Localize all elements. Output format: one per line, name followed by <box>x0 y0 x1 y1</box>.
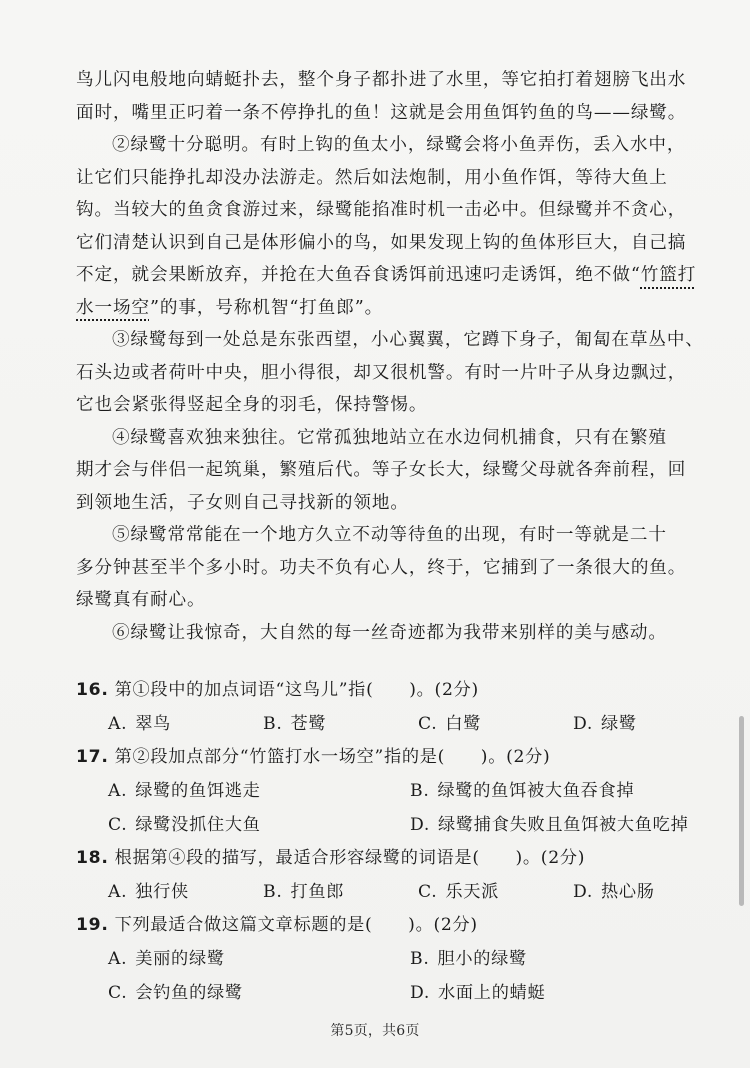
option-letter: C. <box>418 882 438 902</box>
option-a[interactable] <box>76 875 231 909</box>
option-c[interactable] <box>76 976 378 1010</box>
question-title <box>76 841 696 875</box>
option-letter: A. <box>108 714 128 734</box>
option-letter: D. <box>573 714 594 734</box>
question-options <box>76 808 696 842</box>
paragraph-2-line: ②绿鹭十分聪明。有时上钩的鱼太小，绿鹭会将小鱼弄伤，丢入水中， <box>112 135 686 155</box>
option-c[interactable] <box>76 808 378 842</box>
paragraph-6-line: ⑥绿鹭让我惊奇，大自然的每一丝奇迹都为我带来别样的美与感动。 <box>112 622 667 643</box>
question-text: 下列最适合做这篇文章标题的是( )。(2分) <box>114 915 478 935</box>
question-title <box>76 673 696 707</box>
question-options <box>76 942 696 976</box>
paragraph-2-line: 让它们只能挣扎却没办法游走。然后如法炮制，用小鱼作饵，等待大鱼上 <box>76 167 668 188</box>
question-text: 第①段中的加点词语“这鸟儿”指( )。(2分) <box>114 680 479 700</box>
paragraph-2-text: 不定，就会果断放弃，并抢在大鱼吞食诱饵前迅速叼走诱饵，绝不做“ <box>76 265 641 285</box>
option-b[interactable] <box>231 707 386 741</box>
option-text: 白鹭 <box>445 714 482 734</box>
paragraph-4-line: 到领地生活，子女则自己寻找新的领地。 <box>76 492 409 513</box>
option-d[interactable] <box>378 808 689 842</box>
option-text: 苍鹭 <box>290 714 327 734</box>
question-16 <box>76 673 696 741</box>
option-text: 绿鹭 <box>601 714 637 734</box>
option-text: 绿鹭的鱼饵逃走 <box>135 781 261 801</box>
option-letter: B. <box>263 714 283 734</box>
paragraph-2-line: 钩。当较大的鱼贪食游过来，绿鹭能掐准时机一击必中。但绿鹭并不贪心， <box>76 200 687 220</box>
option-letter: D. <box>410 815 431 835</box>
dotted-phrase: 水一场空 <box>76 297 150 318</box>
dotted-phrase: 竹篮打 <box>640 265 697 285</box>
option-text: 绿鹭没抓住大鱼 <box>135 815 261 835</box>
question-number: 16. <box>76 680 109 700</box>
question-19 <box>76 908 696 1010</box>
option-text: 乐天派 <box>445 882 500 902</box>
option-b[interactable] <box>231 875 386 909</box>
option-a[interactable] <box>76 774 378 808</box>
question-text: 根据第④段的描写，最适合形容绿鹭的词语是( )。(2分) <box>114 848 586 868</box>
question-title <box>76 740 696 774</box>
page-number: 第5页，共6页 <box>330 1023 420 1039</box>
option-letter: B. <box>263 882 283 902</box>
option-text: 翠鸟 <box>135 714 172 734</box>
paragraph-2-text: ”的事，号称机智“打鱼郎”。 <box>149 297 384 318</box>
option-a[interactable] <box>76 942 378 976</box>
option-b[interactable] <box>378 942 680 976</box>
option-letter: A. <box>108 882 128 902</box>
question-options <box>76 774 696 808</box>
option-c[interactable] <box>386 707 541 741</box>
passage-line: 面时，嘴里正叼着一条不停挣扎的鱼！这就是会用鱼饵钓鱼的鸟——绿鹭。 <box>76 102 687 123</box>
option-text: 绿鹭捕食失败且鱼饵被大鱼吃掉 <box>438 815 689 835</box>
option-text: 独行侠 <box>135 882 189 902</box>
option-c[interactable] <box>386 875 541 909</box>
question-number: 17. <box>76 747 109 767</box>
option-text: 水面上的蜻蜓 <box>438 983 546 1003</box>
question-options <box>76 875 696 909</box>
option-letter: C. <box>108 815 128 835</box>
vertical-scrollbar[interactable] <box>739 716 744 906</box>
paragraph-2-line <box>76 259 696 292</box>
passage <box>76 64 704 649</box>
paragraph-5-line: 多分钟甚至半个多小时。功夫不负有心人，终于，它捕到了一条很大的鱼。 <box>76 557 687 578</box>
option-text: 胆小的绿鹭 <box>437 949 527 969</box>
paragraph-4-line: ④绿鹭喜欢独来独往。它常孤独地站立在水边伺机捕食，只有在繁殖 <box>112 427 667 448</box>
option-letter: D. <box>410 983 431 1003</box>
option-text: 美丽的绿鹭 <box>135 949 225 969</box>
option-letter: B. <box>410 781 430 801</box>
question-title <box>76 908 696 942</box>
paragraph-2-line: 它们清楚认识到自己是体形偏小的鸟，如果发现上钩的鱼体形巨大，自己搞 <box>76 232 687 253</box>
question-18 <box>76 841 696 909</box>
question-text: 第②段加点部分“竹篮打水一场空”指的是( )。(2分) <box>114 747 551 767</box>
option-b[interactable] <box>378 774 680 808</box>
option-letter: B. <box>410 949 430 969</box>
option-letter: D. <box>573 882 594 902</box>
question-options <box>76 707 696 741</box>
paragraph-4-line: 期才会与伴侣一起筑巢，繁殖后代。等子女长大，绿鹭父母就各奔前程，回 <box>76 460 687 480</box>
option-letter: A. <box>108 781 128 801</box>
question-17 <box>76 740 696 842</box>
paragraph-5-line: 绿鹭真有耐心。 <box>76 590 206 610</box>
paragraph-5-line: ⑤绿鹭常常能在一个地方久立不动等待鱼的出现，有时一等就是二十 <box>112 525 667 545</box>
option-letter: C. <box>108 983 128 1003</box>
option-d[interactable] <box>541 707 696 741</box>
question-options <box>76 976 696 1010</box>
option-letter: C. <box>418 714 438 734</box>
option-text: 会钓鱼的绿鹭 <box>135 983 243 1003</box>
option-d[interactable] <box>378 976 680 1010</box>
option-d[interactable] <box>541 875 696 909</box>
paragraph-3-line: ③绿鹭每到一处总是东张西望，小心翼翼，它蹲下身子，匍匐在草丛中、 <box>112 330 704 350</box>
option-text: 打鱼郎 <box>290 882 345 902</box>
passage-line-text: 鸟儿闪电般地向蜻蜓扑去，整个身子都扑进了水里，等它拍打着翅膀飞出水 <box>76 70 687 90</box>
question-number: 18. <box>76 848 109 868</box>
option-text: 绿鹭的鱼饵被大鱼吞食掉 <box>437 781 635 801</box>
option-text: 热心肠 <box>601 882 655 902</box>
option-letter: A. <box>108 949 128 969</box>
paragraph-2-line <box>76 292 696 325</box>
paragraph-3-line: 它也会紧张得竖起全身的羽毛，保持警惕。 <box>76 395 428 415</box>
paragraph-3-line: 石头边或者荷叶中央，胆小得很，却又很机警。有时一片叶子从身边飘过， <box>76 362 687 383</box>
option-a[interactable] <box>76 707 231 741</box>
passage-line <box>76 64 696 97</box>
question-number: 19. <box>76 915 109 935</box>
